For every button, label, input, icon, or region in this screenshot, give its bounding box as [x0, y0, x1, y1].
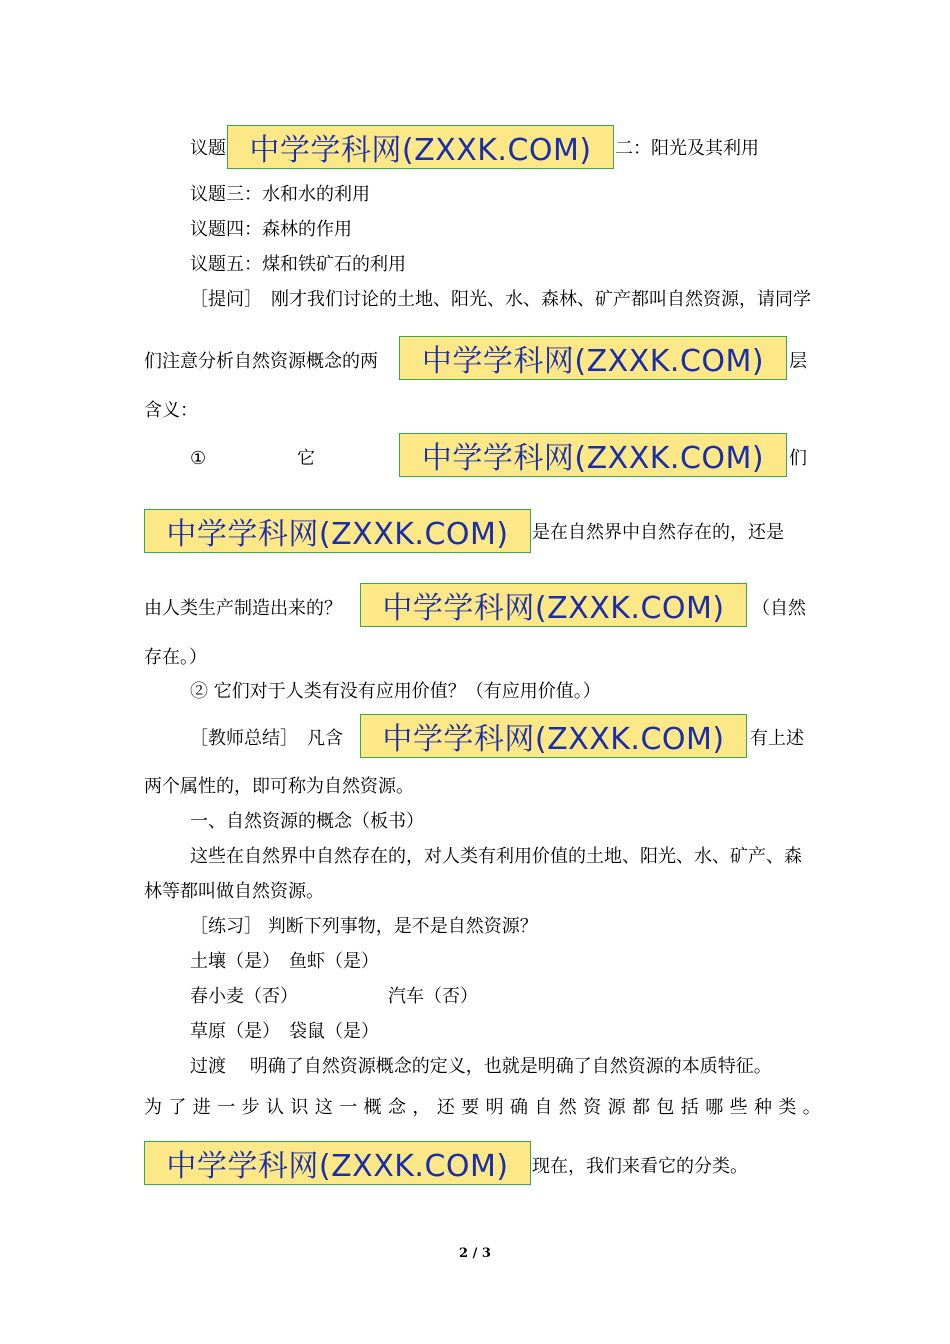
watermark-banner: 中学学科网(ZXXK.COM) — [144, 1141, 531, 1185]
exercise-row-2-a: 春小麦（否） — [190, 986, 298, 1007]
agenda-item-2-text: 二：阳光及其利用 — [615, 138, 759, 159]
transition-line: 过渡 明确了自然资源概念的定义，也就是明确了自然资源的本质特征。 — [190, 1056, 772, 1077]
watermark-banner: 中学学科网(ZXXK.COM) — [360, 583, 747, 627]
agenda-item-5: 议题五：煤和铁矿石的利用 — [190, 254, 406, 275]
watermark-banner: 中学学科网(ZXXK.COM) — [399, 433, 787, 477]
watermark-banner: 中学学科网(ZXXK.COM) — [399, 336, 787, 380]
definition-line-end: 林等都叫做自然资源。 — [144, 881, 324, 902]
item-1-question: 是在自然界中自然存在的，还是 — [532, 522, 784, 543]
question-continued-end: 层 — [789, 351, 807, 372]
question-line: ［提问］ 刚才我们讨论的土地、阳光、水、森林、矿产都叫自然资源，请同学 — [190, 289, 811, 310]
teacher-summary-end: 两个属性的，即可称为自然资源。 — [144, 776, 414, 797]
exercise-row-1: 土壤（是） 鱼虾（是） — [190, 951, 379, 972]
exercise-row-3: 草原（是） 袋鼠（是） — [190, 1021, 379, 1042]
watermark-banner: 中学学科网(ZXXK.COM) — [227, 125, 614, 169]
exercise-row-2-b: 汽车（否） — [388, 986, 478, 1007]
teacher-summary-continued: 有上述 — [750, 728, 804, 749]
teacher-summary: ［教师总结］ 凡含 — [190, 728, 343, 749]
section-heading: 一、自然资源的概念（板书） — [190, 811, 424, 832]
item-1-question-continued: 由人类生产制造出来的？ — [144, 598, 342, 619]
item-1-word-end: 们 — [789, 448, 807, 469]
definition-line: 这些在自然界中自然存在的，对人类有利用价值的土地、阳光、水、矿产、森 — [190, 846, 802, 867]
question-continued: 们注意分析自然资源概念的两 — [144, 351, 378, 372]
watermark-banner: 中学学科网(ZXXK.COM) — [144, 509, 531, 553]
exercise-prompt: ［练习］ 判断下列事物，是不是自然资源？ — [190, 916, 538, 937]
agenda-item-3: 议题三：水和水的利用 — [190, 184, 370, 205]
item-1-answer: （自然 — [752, 598, 806, 619]
page-number: 2 / 3 — [459, 1246, 491, 1261]
transition-line-continued: 为了进一步认识这一概念，还要明确自然资源都包括哪些种类。 — [144, 1097, 828, 1118]
item-1-answer-end: 存在。） — [144, 647, 207, 668]
agenda-item-1-prefix: 议题 — [190, 138, 226, 159]
watermark-banner: 中学学科网(ZXXK.COM) — [360, 714, 747, 758]
item-1-marker: ① — [190, 448, 207, 469]
agenda-item-4: 议题四：森林的作用 — [190, 219, 352, 240]
question-meaning-label: 含义： — [144, 400, 198, 421]
item-1-word: 它 — [297, 448, 315, 469]
item-2: ② 它们对于人类有没有应用价值？（有应用价值。） — [190, 681, 601, 702]
transition-line-end: 现在，我们来看它的分类。 — [532, 1156, 748, 1177]
